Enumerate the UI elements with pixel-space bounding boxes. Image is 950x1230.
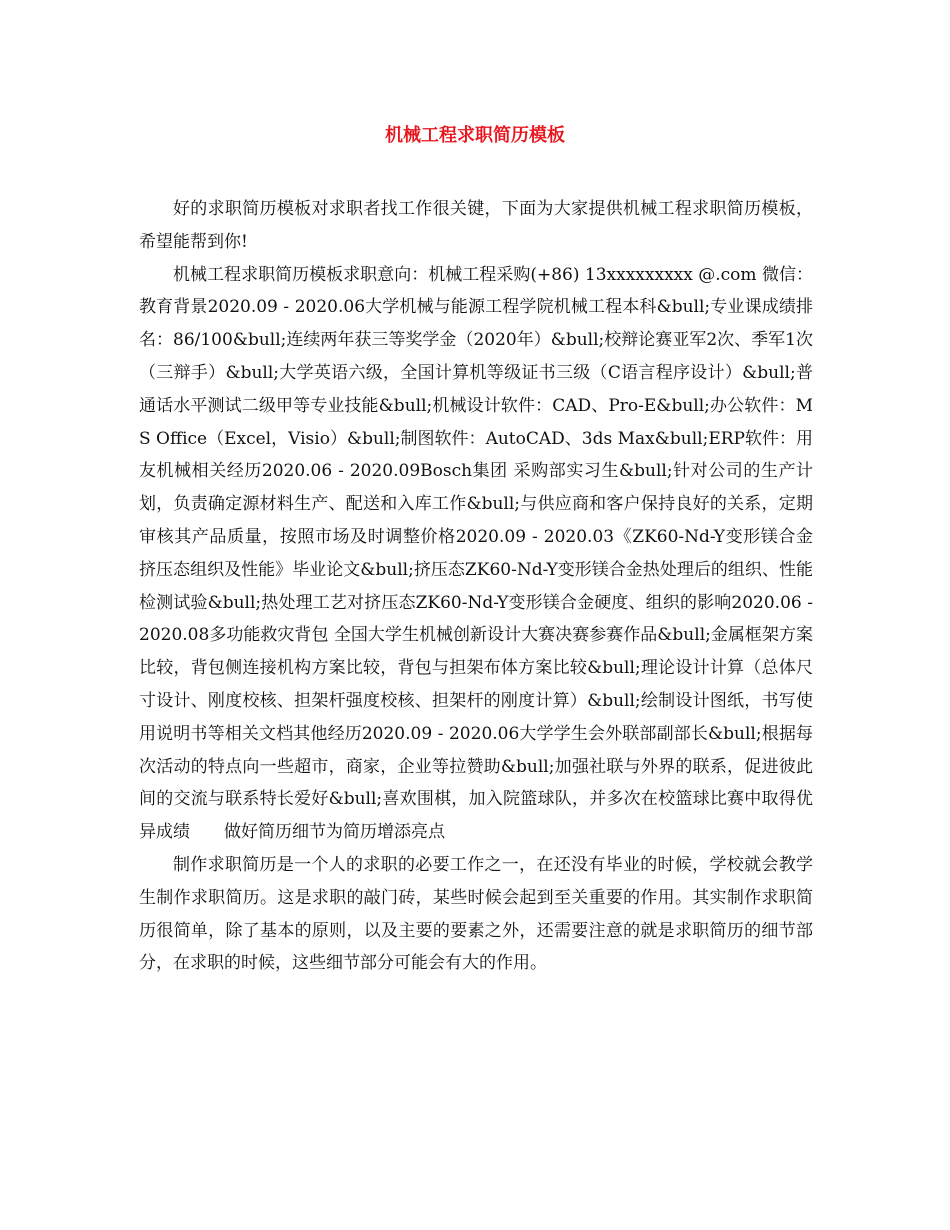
intro-paragraph: 好的求职简历模板对求职者找工作很关键，下面为大家提供机械工程求职简历模板，希望能帮到你! bbox=[139, 199, 813, 252]
document-body bbox=[139, 193, 813, 980]
document-title: 机械工程求职简历模板 bbox=[385, 125, 565, 146]
resume-content-paragraph: 机械工程求职简历模板求职意向：机械工程采购(+86) 13xxxxxxxxx @.com 微信：教育背景2020.09 - 2020.06大学机械与能源工程学院机械工程本科&bull;专业课成绩排名：86/100&bull;连续两年获三等奖学金（2020年）&bull;校辩论赛亚军2次、季军1次（三辩手）&bull;大学英语六级，全国计算机等级证书三级（C语言程序设计）&bull;普通话水平测试二级甲等专业技能&bull;机械设计软件：CAD、Pro-E&bull;办公软件：MS Office（Excel，Visio）&bull;制图软件：AutoCAD、3ds Max&bull;ERP软件：用友机械相关经历2020.06 - 2020.09Bosch集团 采购部实习生&bull;针对公司的生产计划，负责确定源材料生产、配送和入库工作&bull;与供应商和客户保持良好的关系，定期审核其产品质量，按照市场及时调整价格2020.09 - 2020.03《ZK60-Nd-Y变形镁合金挤压态组织及性能》毕业论文&bull;挤压态ZK60-Nd-Y变形镁合金热处理后的组织、性能检测试验&bull;热处理工艺对挤压态ZK60-Nd-Y变形镁合金硬度、组织的影响2020.06 - 2020.08多功能救灾背包 全国大学生机械创新设计大赛决赛参赛作品&bull;金属框架方案比较，背包侧连接机构方案比较，背包与担架布体方案比较&bull;理论设计计算（总体尺寸设计、刚度校核、担架杆强度校核、担架杆的刚度计算）&bull;绘制设计图纸，书写使用说明书等相关文档其他经历2020.09 - 2020.06大学学生会外联部副部长&bull;根据每次活动的特点向一些超市，商家，企业等拉赞助&bull;加强社联与外界的联系，促进彼此间的交流与联系特长爱好&bull;喜欢围棋，加入院篮球队，并多次在校篮球比赛中取得优异成绩 做好简历细节为简历增添亮点 bbox=[139, 264, 813, 843]
resume-tips-paragraph: 制作求职简历是一个人的求职的必要工作之一，在还没有毕业的时候，学校就会教学生制作求职简历。这是求职的敲门砖，某些时候会起到至关重要的作用。其实制作求职简历很简单，除了基本的原则，以及主要的要素之外，还需要注意的就是求职简历的细节部分，在求职的时候，这些细节部分可能会有大的作用。 bbox=[139, 854, 813, 974]
